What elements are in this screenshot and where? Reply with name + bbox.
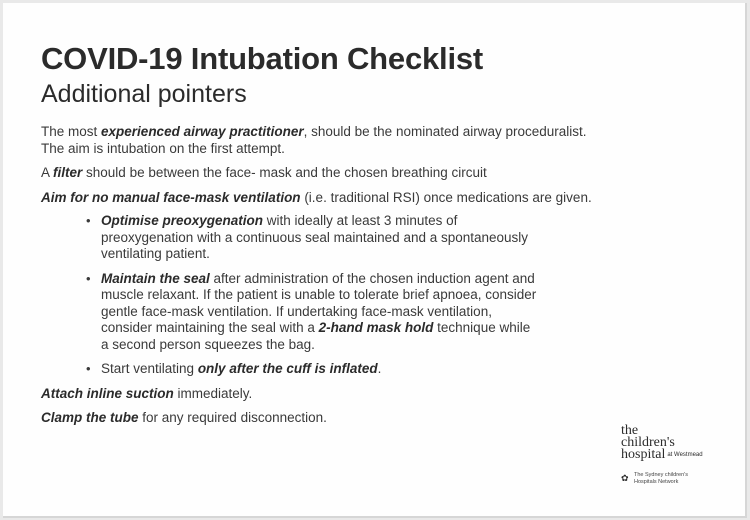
logo-westmead: at Westmead — [667, 452, 703, 458]
paragraph-clamp-tube — [41, 410, 601, 427]
emphasis: Attach inline suction — [41, 385, 174, 401]
text: (i.e. traditional RSI) once medications are given. — [300, 189, 592, 205]
text: A — [41, 165, 54, 180]
hospital-logo — [621, 425, 731, 495]
text: , should be the nominated airway proceduralist. The aim is intubation on the first attempt. — [41, 124, 587, 156]
emphasis: only after the cuff is inflated — [197, 361, 378, 376]
list-item — [86, 213, 541, 263]
bullet-list — [41, 213, 601, 378]
paragraph-filter — [41, 165, 601, 182]
text: immediately. — [173, 385, 253, 401]
logo-line-hospital — [621, 449, 731, 461]
emphasis: 2-hand mask hold — [318, 320, 434, 335]
emphasis: filter — [53, 165, 83, 180]
checklist-body — [41, 124, 601, 435]
logo-hospital-word: hospital — [621, 447, 666, 463]
text: for any required disconnection. — [138, 410, 327, 425]
network-line-2: Hospitals Network — [634, 479, 679, 485]
logo-line-childrens: children's — [621, 435, 675, 450]
network-line-1: The Sydney children's — [634, 472, 688, 478]
emphasis: Aim for no manual face-mask ventilation — [41, 189, 301, 205]
emphasis: Optimise preoxygenation — [101, 213, 264, 228]
list-item — [86, 270, 541, 354]
text: Start ventilating — [101, 361, 198, 376]
list-item — [86, 361, 541, 378]
logo-line-the: the — [621, 423, 639, 438]
text: . — [377, 361, 382, 376]
emphasis: experienced airway practitioner — [101, 124, 304, 139]
slide — [3, 3, 747, 518]
network-text — [634, 472, 688, 486]
network-logo — [621, 472, 721, 488]
text: technique while a second person squeezes the bag. — [101, 320, 531, 352]
paragraph-inline-suction — [41, 386, 601, 403]
emphasis: Clamp the tube — [41, 410, 139, 425]
bullet-icon: • — [86, 213, 91, 228]
paragraph-no-manual-ventilation — [41, 190, 601, 207]
text: The most — [41, 124, 102, 139]
paragraph-airway-practitioner — [41, 124, 601, 157]
emphasis: Maintain the seal — [101, 270, 210, 286]
bullet-icon: • — [86, 270, 91, 286]
text: should be between the face- mask and the chosen breathing circuit — [82, 165, 487, 180]
text: with ideally at least 3 minutes of preoxygenation with a continuous seal maintained and a spontaneously ventilating patient. — [101, 213, 529, 261]
page-subtitle: Additional pointers — [41, 80, 247, 108]
bullet-icon: • — [86, 361, 91, 376]
text: after administration of the chosen induction agent and muscle relaxant. If the patient is unable to tolerate brief apnoea, consider gentle face-mask ventilation. If undertaking face-mask ventilation, consider maintaining the seal with a — [101, 270, 537, 335]
network-mark-icon: ✿ — [621, 474, 629, 484]
page-title: COVID-19 Intubation Checklist — [41, 41, 484, 76]
